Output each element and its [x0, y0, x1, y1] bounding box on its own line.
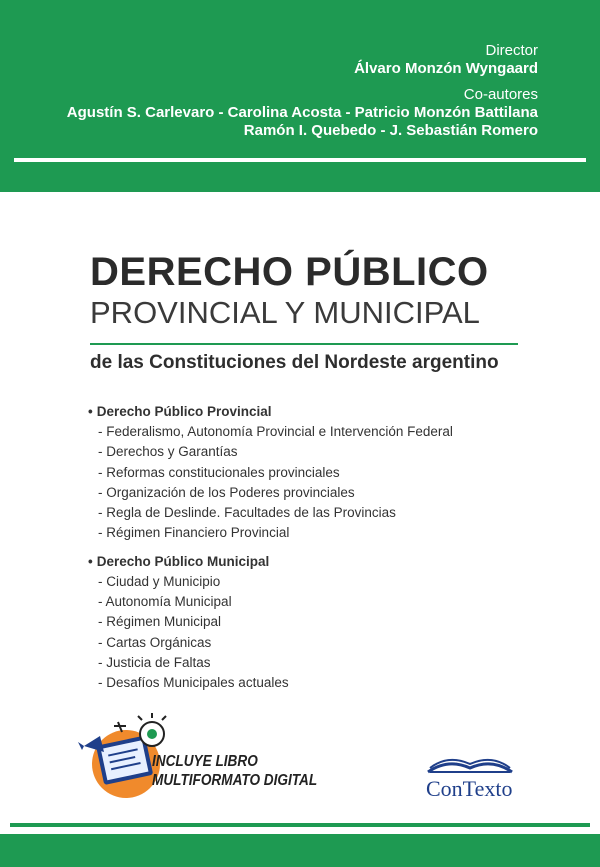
book-title	[90, 250, 489, 330]
list-item: - Justicia de Faltas	[98, 654, 211, 670]
section-heading: Derecho Público Municipal	[96, 553, 270, 569]
book-subtitle: de las Constituciones del Nordeste argentino	[90, 352, 499, 373]
list-item: - Federalismo, Autonomía Provincial e Intervención Federal	[98, 424, 453, 439]
list-item: - Desafíos Municipales actuales	[98, 675, 289, 691]
section-provincial	[88, 402, 453, 422]
section-heading: Derecho Público Provincial	[96, 404, 272, 419]
director-role: Director	[485, 42, 538, 59]
section-municipal	[88, 552, 453, 572]
contents-list	[88, 400, 453, 694]
list-item: - Cartas Orgánicas	[98, 634, 212, 650]
list-item: - Autonomía Municipal	[98, 594, 232, 610]
promo-line-1: INCLUYE LIBRO	[152, 753, 258, 770]
coauthors-line-2: Ramón I. Quebedo - J. Sebastián Romero	[243, 122, 538, 139]
list-item: - Derechos y Garantías	[98, 444, 238, 460]
list-item: - Régimen Financiero Provincial	[98, 525, 290, 541]
bottom-green-band	[0, 834, 600, 867]
list-item: - Regla de Deslinde. Facultades de las Provincias	[98, 505, 396, 521]
list-item: - Reformas constitucionales provinciales	[98, 464, 340, 480]
band-divider	[14, 158, 586, 162]
coauthors-line-1: Agustín S. Carlevaro - Carolina Acosta - Patricio Monzón Battilana	[66, 104, 538, 121]
author-credits	[67, 42, 538, 140]
director-name: Álvaro Monzón Wyngaard	[354, 60, 538, 77]
publisher-name: ConTexto	[426, 776, 513, 801]
bullet: •	[88, 404, 93, 419]
coauthors-role: Co-autores	[463, 86, 538, 103]
list-item: - Régimen Municipal	[98, 614, 222, 630]
promo-line-2: MULTIFORMATO DIGITAL	[152, 772, 318, 789]
title-underline	[90, 343, 518, 345]
promo-text	[152, 752, 317, 790]
list-item: - Ciudad y Municipio	[98, 573, 221, 589]
title-sub: PROVINCIAL Y MUNICIPAL	[90, 295, 480, 330]
bottom-divider	[10, 823, 590, 827]
bullet: •	[88, 553, 93, 569]
title-main: DERECHO PÚBLICO	[90, 250, 489, 294]
list-item: - Organización de los Poderes provinciales	[98, 484, 355, 500]
